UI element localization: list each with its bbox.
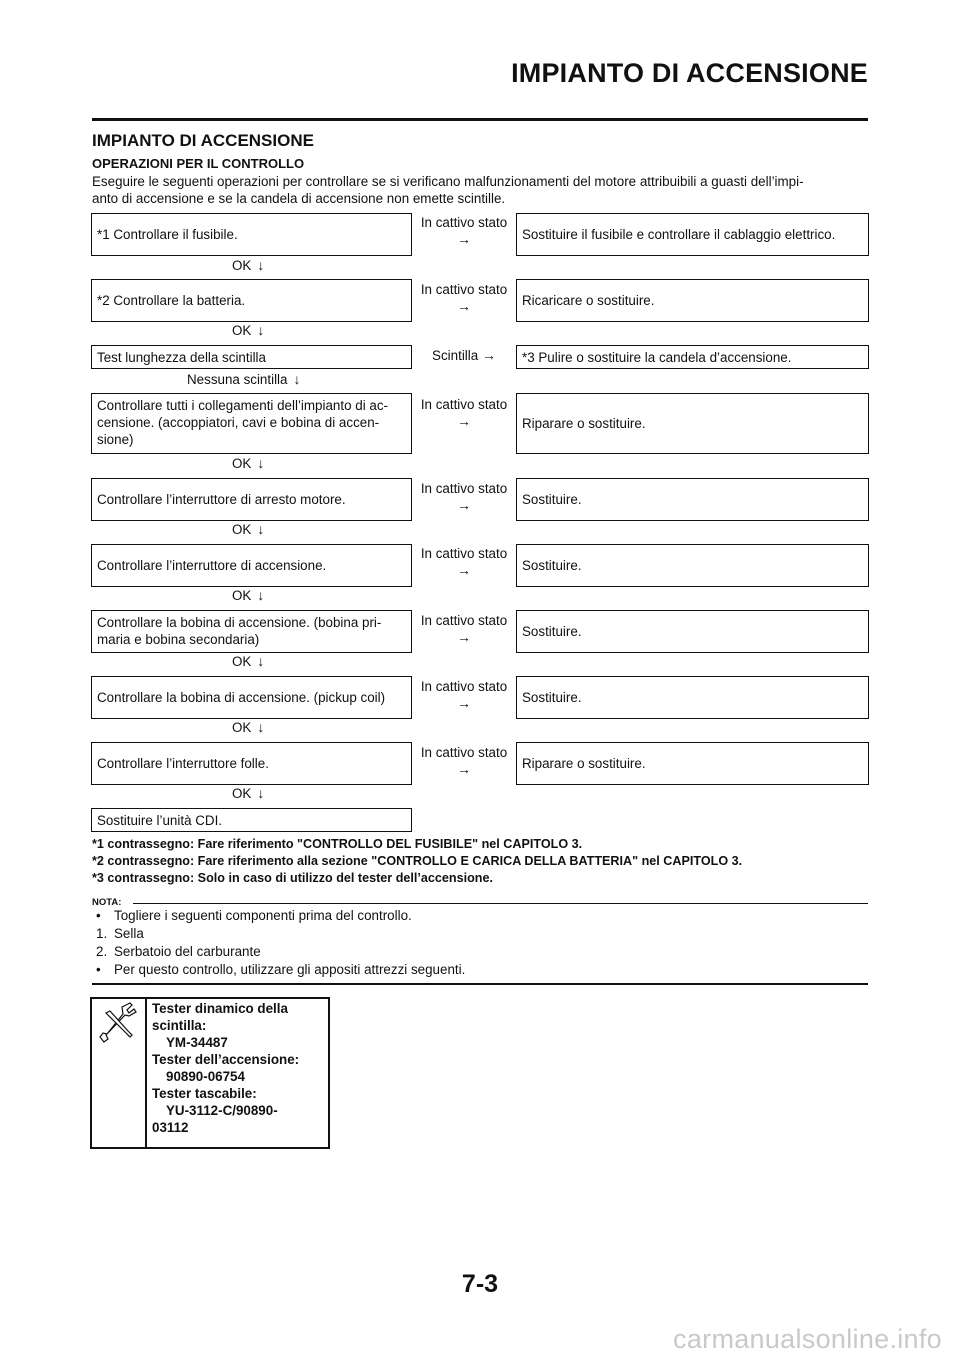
arrow-down-icon: ↓	[293, 371, 301, 387]
list-bullet: •	[96, 962, 101, 977]
flow-action-text: Riparare o sostituire.	[522, 416, 646, 431]
arrow-down-icon: ↓	[257, 653, 265, 669]
flow-down-9	[232, 785, 264, 802]
flow-check-text: *2 Controllare la batteria.	[97, 293, 246, 308]
flow-down-label: Nessuna scintilla	[187, 372, 288, 387]
flow-condition-text: In cattivo stato	[420, 397, 508, 412]
section-title: IMPIANTO DI ACCENSIONE	[92, 131, 314, 150]
flow-down-3	[187, 371, 300, 388]
flow-check-box-7	[91, 610, 412, 653]
flow-down-label: OK	[232, 522, 252, 537]
flow-action-text: Sostituire.	[522, 624, 582, 639]
list-item	[92, 907, 465, 925]
flow-condition-7	[412, 612, 516, 646]
flow-check-text: Test lunghezza della scintilla	[97, 349, 266, 365]
flow-down-5	[232, 521, 264, 538]
flow-check-box-8	[91, 676, 412, 719]
header-rule	[92, 118, 868, 121]
flow-check-box-9	[91, 742, 412, 785]
wrench-screwdriver-icon	[94, 1001, 142, 1045]
flow-check-text: Controllare l’interruttore di arresto motore.	[97, 492, 346, 507]
flow-action-text: Sostituire.	[522, 690, 582, 705]
flow-check-text: Controllare la bobina di accensione. (bobina pri-	[97, 615, 382, 630]
arrow-right-icon: →	[457, 231, 471, 247]
arrow-down-icon: ↓	[257, 322, 265, 338]
flow-action-text: Riparare o sostituire.	[522, 756, 646, 771]
flow-check-box-1	[91, 213, 412, 256]
arrow-right-icon: →	[457, 695, 471, 711]
list-bullet: 2.	[96, 944, 108, 959]
flow-down-6	[232, 587, 264, 604]
flow-action-box-8	[516, 676, 869, 719]
flow-down-2	[232, 322, 264, 339]
flow-check-box-5	[91, 478, 412, 521]
flow-condition-text: In cattivo stato	[420, 481, 508, 496]
footnote-mark-3: *3 contrassegno: Solo in caso di utilizzo del tester dell’accensione.	[92, 871, 494, 885]
flow-action-box-5	[516, 478, 869, 521]
flow-check-text: maria e bobina secondaria)	[97, 632, 260, 647]
footnote-mark-1: *1 contrassegno: Fare riferimento "CONTROLLO DEL FUSIBILE" nel CAPITOLO 3.	[92, 837, 583, 851]
nota-end-rule	[92, 983, 868, 985]
special-tools-list	[152, 1000, 322, 1136]
flow-action-text: Sostituire il fusibile e controllare il cablaggio elettrico.	[522, 227, 836, 242]
page-header-title: IMPIANTO DI ACCENSIONE	[511, 58, 868, 88]
arrow-down-icon: ↓	[257, 257, 265, 273]
arrow-down-icon: ↓	[257, 587, 265, 603]
tool-line: scintilla:	[152, 1018, 207, 1033]
arrow-down-icon: ↓	[257, 521, 265, 537]
tool-line: 03112	[152, 1120, 189, 1135]
tool-line: Tester dinamico della	[152, 1001, 288, 1016]
list-item	[92, 925, 465, 943]
flow-action-box-1	[516, 213, 869, 256]
flow-check-text: censione. (accoppiatori, cavi e bobina di accen-	[97, 415, 380, 430]
list-bullet: 1.	[96, 926, 108, 941]
flow-check-text: Controllare la bobina di accensione. (pickup coil)	[97, 690, 386, 705]
flow-condition-5	[412, 480, 516, 514]
flow-check-text: Controllare l’interruttore folle.	[97, 756, 269, 771]
flow-down-8	[232, 719, 264, 736]
arrow-down-icon: ↓	[257, 785, 265, 801]
arrow-right-icon: →	[457, 761, 471, 777]
flow-condition-8	[412, 678, 516, 712]
flow-down-1	[232, 257, 264, 274]
flow-down-label: OK	[232, 786, 252, 801]
list-item	[92, 943, 465, 961]
flow-condition-6	[412, 545, 516, 579]
list-bullet: •	[96, 908, 101, 923]
tool-code: YM-34487	[166, 1035, 228, 1050]
flow-condition-text: In cattivo stato	[420, 679, 508, 694]
flow-condition-text: In cattivo stato	[420, 745, 508, 760]
list-item-text: Per questo controllo, utilizzare gli appositi attrezzi seguenti.	[114, 962, 466, 977]
arrow-right-icon: →	[457, 562, 471, 578]
page-number: 7-3	[461, 1270, 499, 1298]
flow-action-box-3	[516, 345, 869, 369]
flow-action-text: *3 Pulire o sostituire la candela d’accensione.	[522, 349, 792, 365]
flow-condition-text: In cattivo stato	[420, 546, 508, 561]
flow-check-box-3	[91, 345, 412, 369]
arrow-right-icon: →	[481, 347, 496, 363]
flow-condition-text: Scintilla	[432, 348, 479, 363]
flow-down-label: OK	[232, 654, 252, 669]
nota-rule	[133, 903, 868, 904]
special-tools-divider	[145, 997, 147, 1149]
flow-check-text: Controllare tutti i collegamenti dell’impianto di ac-	[97, 398, 389, 413]
list-item	[92, 961, 465, 979]
flow-final-text: Sostituire l’unità CDI.	[97, 812, 223, 828]
watermark: carmanualsonline.info	[673, 1324, 942, 1354]
tool-code: 90890-06754	[166, 1069, 245, 1084]
flow-check-box-4	[91, 393, 412, 454]
flow-action-box-6	[516, 544, 869, 587]
arrow-right-icon: →	[457, 629, 471, 645]
flow-action-box-4	[516, 393, 869, 454]
intro-paragraph	[92, 173, 872, 207]
nota-list	[92, 907, 465, 979]
arrow-right-icon: →	[457, 497, 471, 513]
section-subtitle: OPERAZIONI PER IL CONTROLLO	[92, 156, 305, 171]
flow-down-label: OK	[232, 588, 252, 603]
tool-code: YU-3112-C/90890-	[166, 1103, 278, 1118]
flow-check-text: *1 Controllare il fusibile.	[97, 227, 238, 242]
flow-action-box-2	[516, 279, 869, 322]
list-item-text: Togliere i seguenti componenti prima del controllo.	[114, 908, 412, 923]
flow-check-text: Controllare l’interruttore di accensione.	[97, 558, 327, 573]
flow-down-label: OK	[232, 323, 252, 338]
flow-down-label: OK	[232, 258, 252, 273]
flow-action-box-7	[516, 610, 869, 653]
flow-check-box-2	[91, 279, 412, 322]
flow-condition-text: In cattivo stato	[420, 215, 508, 230]
flow-check-box-6	[91, 544, 412, 587]
footnote-mark-2: *2 contrassegno: Fare riferimento alla sezione "CONTROLLO E CARICA DELLA BATTERIA" nel CAPITOLO 3.	[92, 854, 743, 868]
flow-condition-9	[412, 744, 516, 778]
flow-condition-1	[412, 214, 516, 248]
flow-condition-2	[412, 281, 516, 315]
footnote-marks	[92, 836, 742, 887]
flow-condition-3	[412, 347, 516, 364]
flow-condition-4	[412, 396, 516, 430]
flow-down-4	[232, 455, 264, 472]
flow-condition-text: In cattivo stato	[420, 282, 508, 297]
arrow-right-icon: →	[457, 413, 471, 429]
wrench-screwdriver-icon-svg	[94, 1001, 142, 1045]
flow-down-label: OK	[232, 456, 252, 471]
arrow-down-icon: ↓	[257, 455, 265, 471]
flow-down-7	[232, 653, 264, 670]
nota-label: NOTA:	[92, 897, 122, 908]
flow-final-box	[91, 808, 412, 832]
intro-line-1: Eseguire le seguenti operazioni per controllare se si verificano malfunzionamenti del motore attribuibili a guasti dell’impi-	[92, 174, 804, 189]
intro-line-2: anto di accensione e se la candela di accensione non emette scintille.	[92, 191, 506, 206]
flow-action-text: Sostituire.	[522, 492, 582, 507]
tool-line: Tester dell’accensione:	[152, 1052, 300, 1067]
flow-action-text: Sostituire.	[522, 558, 582, 573]
list-item-text: Serbatoio del carburante	[114, 944, 261, 959]
flow-check-text: sione)	[97, 432, 134, 447]
flow-action-text: Ricaricare o sostituire.	[522, 293, 655, 308]
arrow-down-icon: ↓	[257, 719, 265, 735]
arrow-right-icon: →	[457, 298, 471, 314]
list-item-text: Sella	[114, 926, 144, 941]
flow-action-box-9	[516, 742, 869, 785]
tool-line: Tester tascabile:	[152, 1086, 257, 1101]
flow-down-label: OK	[232, 720, 252, 735]
flow-condition-text: In cattivo stato	[420, 613, 508, 628]
